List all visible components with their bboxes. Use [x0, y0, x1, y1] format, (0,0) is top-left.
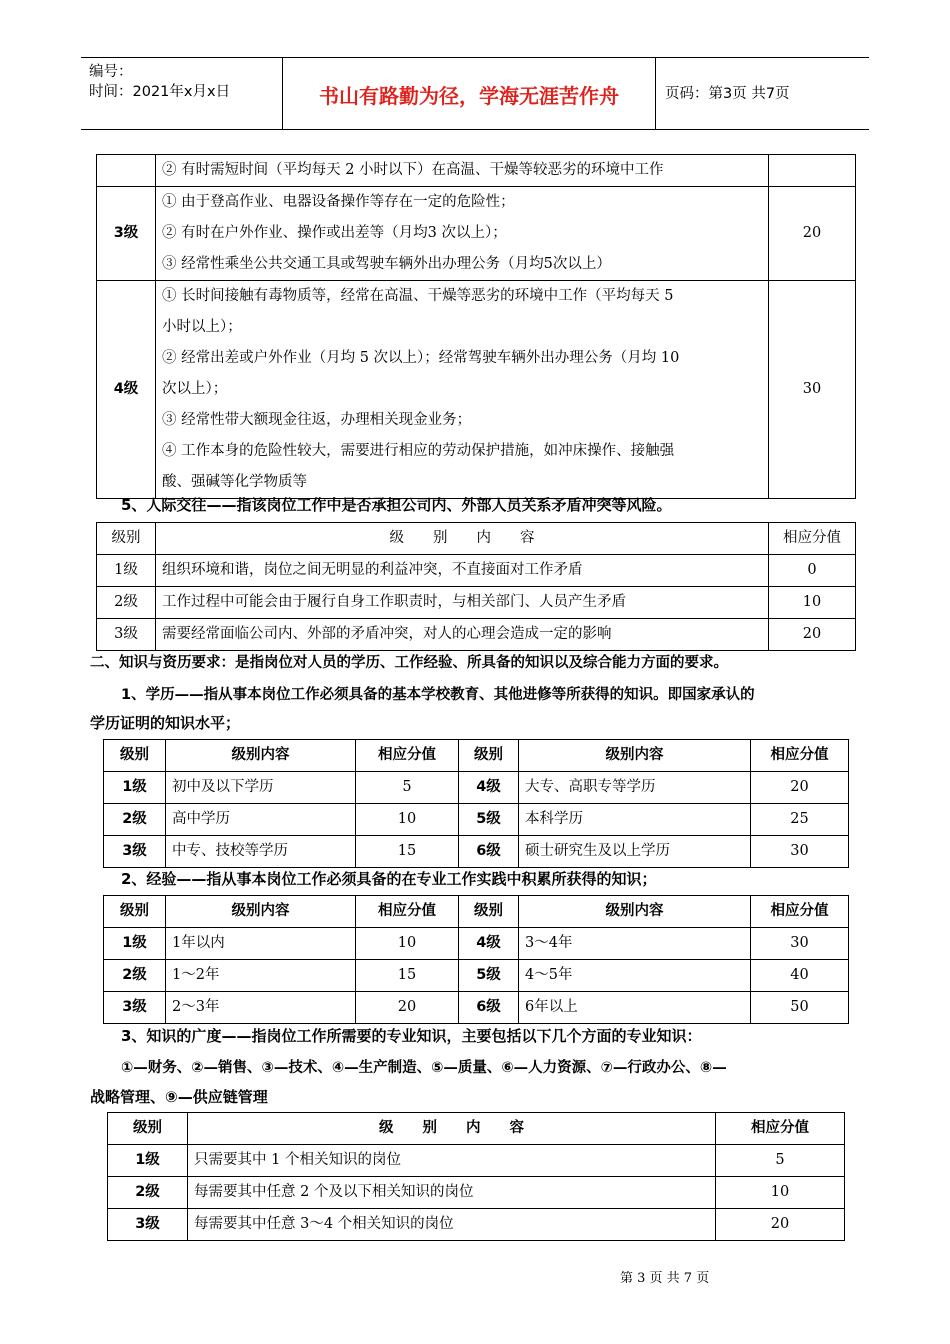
experience-title: 2、经验——指从事本岗位工作必须具备的在专业工作实践中积累所获得的知识； [121, 870, 657, 888]
col-header: 相应分值 [356, 740, 459, 772]
level-cell: 3级 [104, 836, 166, 868]
content-cell: 工作过程中可能会由于履行自身工作职责时，与相关部门、人员产生矛盾 [156, 587, 769, 619]
level-cell: 1级 [97, 555, 156, 587]
score-cell: 40 [751, 960, 849, 992]
content-line: ③ 经常性乘坐公共交通工具或驾驶车辆外出办理公务（月均5次以上） [162, 256, 611, 272]
content-cell: 硕士研究生及以上学历 [519, 836, 751, 868]
breadth-list-cont: 战略管理、⑨—供应链管理 [90, 1088, 268, 1106]
col-header: 相应分值 [769, 523, 856, 555]
interpersonal-table [96, 522, 856, 651]
content-cell: 4～5年 [519, 960, 751, 992]
score-cell: 20 [716, 1209, 845, 1241]
table-row [104, 772, 849, 804]
breadth-title: 3、知识的广度——指岗位工作所需要的专业知识，主要包括以下几个方面的专业知识： [121, 1027, 702, 1045]
table-header-row [97, 523, 856, 555]
level-cell: 1级 [108, 1145, 188, 1177]
content-cell: 只需要其中 1 个相关知识的岗位 [188, 1145, 716, 1177]
content-line: ③ 经常性带大额现金往返，办理相关现金业务； [162, 412, 472, 428]
table-row [97, 281, 856, 499]
table-header-row [108, 1113, 845, 1145]
level-cell: 3级 [97, 619, 156, 651]
col-header: 级别 [97, 523, 156, 555]
content-cell: 每需要其中任意 2 个及以下相关知识的岗位 [188, 1177, 716, 1209]
content-cell: 初中及以下学历 [166, 772, 356, 804]
col-header: 级别内容 [519, 896, 751, 928]
header-motto: 书山有路勤为径，学海无涯苦作舟 [319, 84, 619, 108]
level-cell: 2级 [104, 960, 166, 992]
col-header: 相应分值 [356, 896, 459, 928]
education-table [103, 739, 849, 868]
content-cell: 2～3年 [166, 992, 356, 1024]
col-header: 相应分值 [716, 1113, 845, 1145]
score-cell: 10 [356, 928, 459, 960]
section2-title: 二、知识与资历要求：是指岗位对人员的学历、工作经验、所具备的知识以及综合能力方面的要求。 [90, 655, 728, 671]
score-cell: 10 [769, 587, 856, 619]
table-row [108, 1209, 845, 1241]
content-cell [156, 281, 769, 499]
col-header: 相应分值 [751, 740, 849, 772]
content-line: ② 有时在户外作业、操作或出差等（月均3 次以上）； [162, 225, 507, 241]
page-footer: 第 3 页 共 7 页 [620, 1271, 710, 1286]
col-header: 级别 [104, 896, 166, 928]
content-cell: 1～2年 [166, 960, 356, 992]
table-row [97, 155, 856, 187]
experience-table [103, 895, 849, 1024]
level-cell: 3级 [97, 187, 156, 281]
breadth-table [107, 1112, 845, 1241]
content-cell: 高中学历 [166, 804, 356, 836]
content-cell: 6年以上 [519, 992, 751, 1024]
breadth-list: ①—财务、②—销售、③—技术、④—生产制造、⑤—质量、⑥—人力资源、⑦—行政办公、⑧— [121, 1060, 727, 1076]
table-row [97, 555, 856, 587]
level-cell: 4级 [459, 928, 519, 960]
content-cell: 每需要其中任意 3～4 个相关知识的岗位 [188, 1209, 716, 1241]
level-cell: 4级 [97, 281, 156, 499]
level-cell: 2级 [104, 804, 166, 836]
level-cell: 2级 [108, 1177, 188, 1209]
doc-number-label: 编号： [89, 64, 133, 80]
table-row [97, 587, 856, 619]
content-line: ① 长时间接触有毒物质等，经常在高温、干燥等恶劣的环境中工作（平均每天 5 [162, 288, 674, 304]
level-cell: 1级 [104, 772, 166, 804]
level-cell [97, 155, 156, 187]
score-cell: 15 [356, 960, 459, 992]
score-cell: 10 [356, 804, 459, 836]
content-cell: ② 有时需短时间（平均每天 2 小时以下）在高温、干燥等较恶劣的环境中工作 [156, 155, 769, 187]
content-line: 小时以上）； [162, 319, 242, 335]
table-row [108, 1145, 845, 1177]
level-cell: 6级 [459, 836, 519, 868]
content-line: ① 由于登高作业、电器设备操作等存在一定的危险性； [162, 194, 515, 210]
table-row [104, 836, 849, 868]
col-header: 级别内容 [166, 896, 356, 928]
page-code: 页码：第3页 共7页 [665, 86, 790, 102]
table-row [104, 928, 849, 960]
content-cell: 1年以内 [166, 928, 356, 960]
col-header: 级别内容 [166, 740, 356, 772]
table-row [97, 619, 856, 651]
score-cell: 25 [751, 804, 849, 836]
section5-title: 5、人际交往——指该岗位工作中是否承担公司内、外部人员关系矛盾冲突等风险。 [121, 496, 672, 514]
score-cell: 15 [356, 836, 459, 868]
score-cell: 20 [769, 187, 856, 281]
table-header-row [104, 740, 849, 772]
score-cell [769, 155, 856, 187]
level-cell: 2级 [97, 587, 156, 619]
content-line: ② 经常出差或户外作业（月均 5 次以上）；经常驾驶车辆外出办理公务（月均 10 [162, 350, 680, 366]
score-cell: 20 [751, 772, 849, 804]
score-cell: 10 [716, 1177, 845, 1209]
level-cell: 1级 [104, 928, 166, 960]
col-header: 级 别 内 容 [188, 1113, 716, 1145]
table-row [97, 187, 856, 281]
work-environment-table [96, 154, 856, 499]
level-cell: 5级 [459, 960, 519, 992]
content-line: 次以上）； [162, 381, 228, 397]
level-cell: 6级 [459, 992, 519, 1024]
score-cell: 30 [769, 281, 856, 499]
score-cell: 20 [356, 992, 459, 1024]
col-header: 级别 [459, 896, 519, 928]
education-title-cont: 学历证明的知识水平； [90, 714, 241, 732]
level-cell: 5级 [459, 804, 519, 836]
content-cell: 大专、高职专等学历 [519, 772, 751, 804]
doc-time-label: 时间：2021年x月x日 [89, 84, 231, 100]
page-header [81, 57, 869, 130]
table-row [108, 1177, 845, 1209]
content-cell: 中专、技校等学历 [166, 836, 356, 868]
content-line: 酸、强碱等化学物质等 [162, 474, 307, 490]
score-cell: 50 [751, 992, 849, 1024]
table-header-row [104, 896, 849, 928]
score-cell: 30 [751, 928, 849, 960]
col-header: 级 别 内 容 [156, 523, 769, 555]
content-cell: 需要经常面临公司内、外部的矛盾冲突，对人的心理会造成一定的影响 [156, 619, 769, 651]
level-cell: 4级 [459, 772, 519, 804]
col-header: 级别 [104, 740, 166, 772]
content-cell: 组织环境和谐，岗位之间无明显的利益冲突，不直接面对工作矛盾 [156, 555, 769, 587]
score-cell: 20 [769, 619, 856, 651]
level-cell: 3级 [108, 1209, 188, 1241]
col-header: 级别内容 [519, 740, 751, 772]
score-cell: 5 [716, 1145, 845, 1177]
score-cell: 5 [356, 772, 459, 804]
content-cell: 本科学历 [519, 804, 751, 836]
content-line: ④ 工作本身的危险性较大，需要进行相应的劳动保护措施，如冲床操作、接触强 [162, 443, 675, 459]
score-cell: 0 [769, 555, 856, 587]
col-header: 级别 [459, 740, 519, 772]
col-header: 级别 [108, 1113, 188, 1145]
table-row [104, 804, 849, 836]
level-cell: 3级 [104, 992, 166, 1024]
table-row [104, 960, 849, 992]
content-cell: 3～4年 [519, 928, 751, 960]
education-title: 1、学历——指从事本岗位工作必须具备的基本学校教育、其他进修等所获得的知识。即国家承认的 [121, 687, 755, 703]
col-header: 相应分值 [751, 896, 849, 928]
content-cell [156, 187, 769, 281]
score-cell: 30 [751, 836, 849, 868]
table-row [104, 992, 849, 1024]
